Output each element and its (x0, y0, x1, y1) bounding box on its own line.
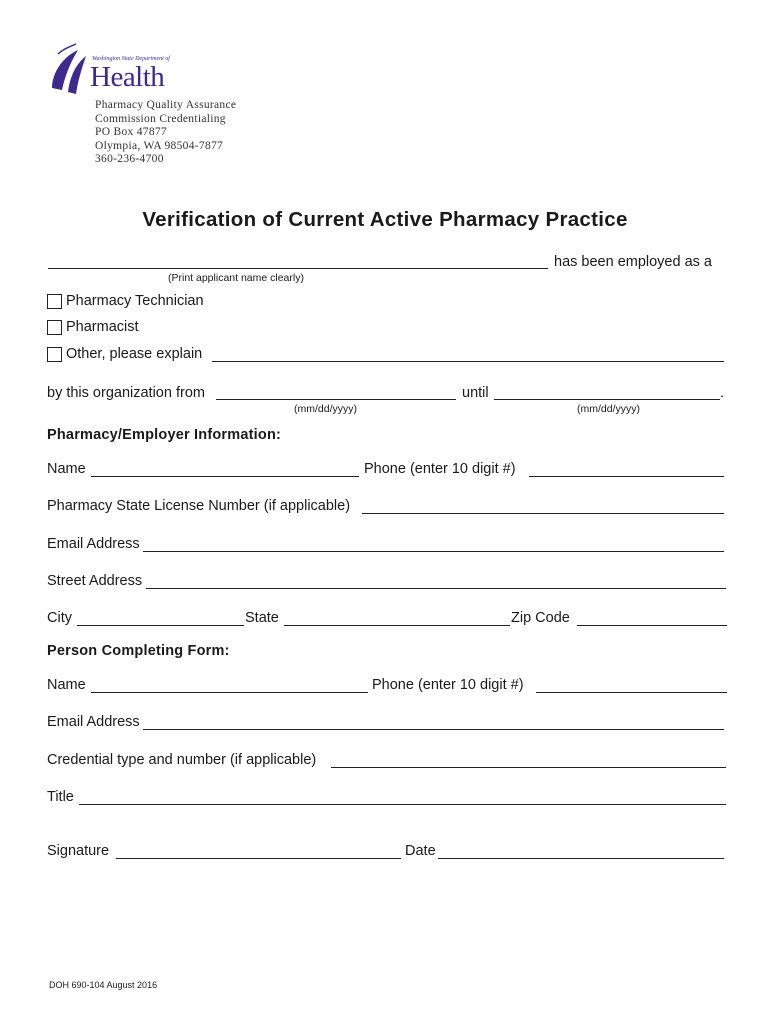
street-address-field[interactable] (146, 588, 726, 589)
address-line: Olympia, WA 98504-7877 (95, 139, 224, 152)
other-checkbox[interactable] (47, 347, 62, 362)
from-date-field[interactable] (216, 399, 456, 400)
zip-code-label: Zip Code (511, 610, 570, 626)
person-name-label: Name (47, 677, 86, 693)
from-date-hint: (mm/dd/yyyy) (294, 403, 357, 415)
address-line: Commission Credentialing (95, 112, 226, 125)
applicant-name-field[interactable] (48, 268, 548, 269)
employer-name-field[interactable] (91, 476, 359, 477)
logo-tagline: Washington State Department of (92, 56, 170, 62)
applicant-name-hint: (Print applicant name clearly) (168, 272, 304, 284)
employer-phone-field[interactable] (529, 476, 724, 477)
until-date-field[interactable] (494, 399, 720, 400)
person-email-label: Email Address (47, 714, 140, 730)
title-field[interactable] (79, 804, 726, 805)
signature-field[interactable] (116, 858, 401, 859)
from-label: by this organization from (47, 385, 205, 401)
other-label: Other, please explain (66, 346, 203, 362)
address-line: Pharmacy Quality Assurance (95, 99, 237, 111)
address-line: 360-236-4700 (95, 153, 164, 165)
person-phone-field[interactable] (536, 692, 727, 693)
address-line: PO Box 47877 (95, 126, 167, 138)
other-explain-field[interactable] (212, 361, 724, 362)
form-footer: DOH 690-104 August 2016 (49, 980, 158, 990)
date-field[interactable] (438, 858, 724, 859)
city-label: City (47, 610, 72, 626)
license-number-label: Pharmacy State License Number (if applicable) (47, 498, 351, 514)
state-field[interactable] (284, 625, 510, 626)
person-section-heading: Person Completing Form: (47, 643, 230, 659)
employer-section-heading: Pharmacy/Employer Information: (47, 427, 282, 443)
person-email-field[interactable] (143, 729, 724, 730)
person-phone-label: Phone (enter 10 digit #) (372, 677, 524, 693)
city-field[interactable] (77, 625, 244, 626)
until-date-hint: (mm/dd/yyyy) (577, 403, 640, 415)
pharmacist-checkbox[interactable] (47, 320, 62, 335)
pharmacy-technician-label: Pharmacy Technician (66, 293, 204, 309)
pharmacist-label: Pharmacist (66, 319, 139, 335)
form-title: Verification of Current Active Pharmacy Practice (142, 208, 628, 231)
employer-email-field[interactable] (143, 551, 724, 552)
person-name-field[interactable] (91, 692, 368, 693)
title-label: Title (47, 789, 74, 805)
credential-label: Credential type and number (if applicable) (47, 752, 317, 768)
zip-code-field[interactable] (577, 625, 727, 626)
until-label: until (462, 385, 489, 401)
date-label: Date (405, 843, 436, 859)
employed-as-text: has been employed as a (554, 254, 712, 270)
period-end: . (720, 385, 725, 401)
credential-field[interactable] (331, 767, 726, 768)
employer-phone-label: Phone (enter 10 digit #) (364, 461, 516, 477)
pharmacy-technician-checkbox[interactable] (47, 294, 62, 309)
logo-name: Health (90, 61, 165, 93)
employer-email-label: Email Address (47, 536, 140, 552)
employer-name-label: Name (47, 461, 86, 477)
license-number-field[interactable] (362, 513, 724, 514)
doh-logo-mark-icon (46, 42, 94, 98)
signature-label: Signature (47, 843, 110, 859)
address-block (95, 99, 236, 167)
state-label: State (245, 610, 279, 626)
street-address-label: Street Address (47, 573, 143, 589)
doh-logo (46, 42, 176, 98)
